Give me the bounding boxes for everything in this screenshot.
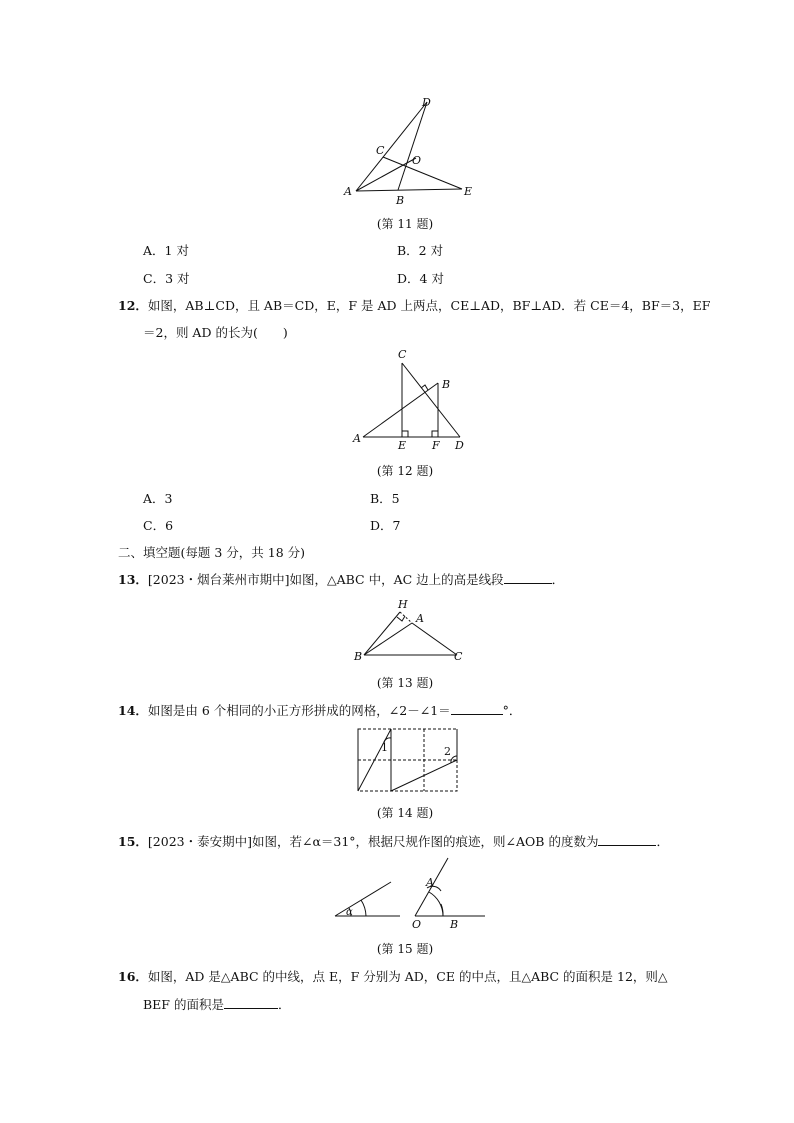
q15-text: [2023・泰安期中]如图，若∠α＝31°，根据尺规作图的痕迹，则∠AOB 的度数为: [147, 834, 599, 849]
q13-figure-top: [350, 590, 470, 666]
q16-line1: [118, 968, 668, 986]
q12-label-c: C: [398, 348, 407, 361]
q12-text-1: 如图，AB⊥CD，且 AB＝CD，E，F 是 AD 上两点，CE⊥AD，BF⊥AD．若 CE＝4，BF＝3，EF: [147, 298, 711, 313]
q16-line2: [143, 996, 290, 1014]
q15-label-b: B: [450, 918, 459, 930]
q13-label-b: B: [354, 650, 363, 663]
q12-number: 12．: [118, 298, 148, 313]
q11-label-o: O: [412, 154, 422, 167]
q11-caption: (第 11 题): [376, 217, 434, 231]
q14-line: [118, 702, 521, 720]
q15-end: ．: [656, 834, 669, 849]
q12-option-a: A．3: [143, 491, 173, 506]
q15-label-a: A: [426, 876, 434, 889]
q12-label-b: B: [442, 378, 451, 391]
q13-text: [2023・烟台莱州市期中]如图，△ABC 中，AC 边上的高是线段: [147, 572, 504, 587]
q12-label-a: A: [353, 432, 361, 445]
q11-option-c: C．3 对: [143, 271, 190, 286]
q11-option-d: D．4 对: [397, 271, 444, 286]
q15-label-alpha: α: [346, 907, 353, 918]
q12-option-d: D．7: [370, 518, 401, 533]
q12-option-b: B．5: [370, 491, 400, 506]
q13-answer-blank[interactable]: [504, 571, 552, 584]
q12-option-c: C．6: [143, 518, 174, 533]
q11-label-d: D: [422, 96, 431, 109]
q15-number: 15．: [118, 834, 148, 849]
q15-caption: (第 15 题): [376, 942, 434, 956]
q15-label-o: O: [412, 918, 422, 930]
q12-label-d: D: [455, 439, 464, 452]
q11-figure: [330, 92, 480, 207]
q11-label-e: E: [464, 185, 473, 198]
q15-figure-construction: [405, 855, 490, 930]
q14-figure: [354, 725, 462, 793]
q13-label-a: A: [416, 612, 424, 625]
q12-line1: [118, 297, 710, 315]
q14-answer-blank[interactable]: [451, 702, 503, 715]
q14-angle-1: 1: [381, 741, 388, 754]
q11-label-b: B: [396, 194, 405, 207]
q11-option-b: B．2 对: [397, 243, 444, 258]
q11-label-a: A: [344, 185, 352, 198]
q12-figure: [350, 346, 470, 454]
q16-text-2: BEF 的面积是: [143, 997, 224, 1012]
q13-label-c: C: [454, 650, 463, 663]
q14-caption: (第 14 题): [376, 806, 434, 820]
q16-answer-blank[interactable]: [224, 996, 278, 1009]
q11-option-a: A．1 对: [143, 243, 189, 258]
q11-label-c: C: [376, 144, 385, 157]
q14-end: °．: [502, 703, 522, 718]
q14-text: 如图是由 6 个相同的小正方形拼成的网格，∠2－∠1＝: [147, 703, 451, 718]
q14-number: 14．: [118, 703, 148, 718]
q13-label-h: H: [398, 598, 408, 611]
q13-end: ．: [551, 572, 565, 587]
q15-line: [118, 833, 669, 851]
q13-line: [118, 571, 564, 589]
q16-end: ．: [277, 997, 291, 1012]
q14-angle-2: 2: [444, 745, 451, 758]
q12-label-f: F: [432, 439, 440, 452]
q15-answer-blank[interactable]: [598, 833, 656, 846]
q13-caption: (第 13 题): [376, 676, 434, 690]
q16-text-1: 如图，AD 是△ABC 的中线，点 E，F 分别为 AD，CE 的中点，且△ABC 的面积是 12，则△: [147, 969, 668, 984]
q16-number: 16．: [118, 969, 148, 984]
q12-caption: (第 12 题): [376, 464, 434, 478]
q13-number: 13．: [118, 572, 148, 587]
q12-text-2: ＝2，则 AD 的长为( ): [143, 325, 288, 340]
q12-label-e: E: [398, 439, 407, 452]
section2-title: 二、填空题(每题 3 分，共 18 分): [118, 545, 306, 560]
q15-figure-alpha: [330, 870, 410, 930]
